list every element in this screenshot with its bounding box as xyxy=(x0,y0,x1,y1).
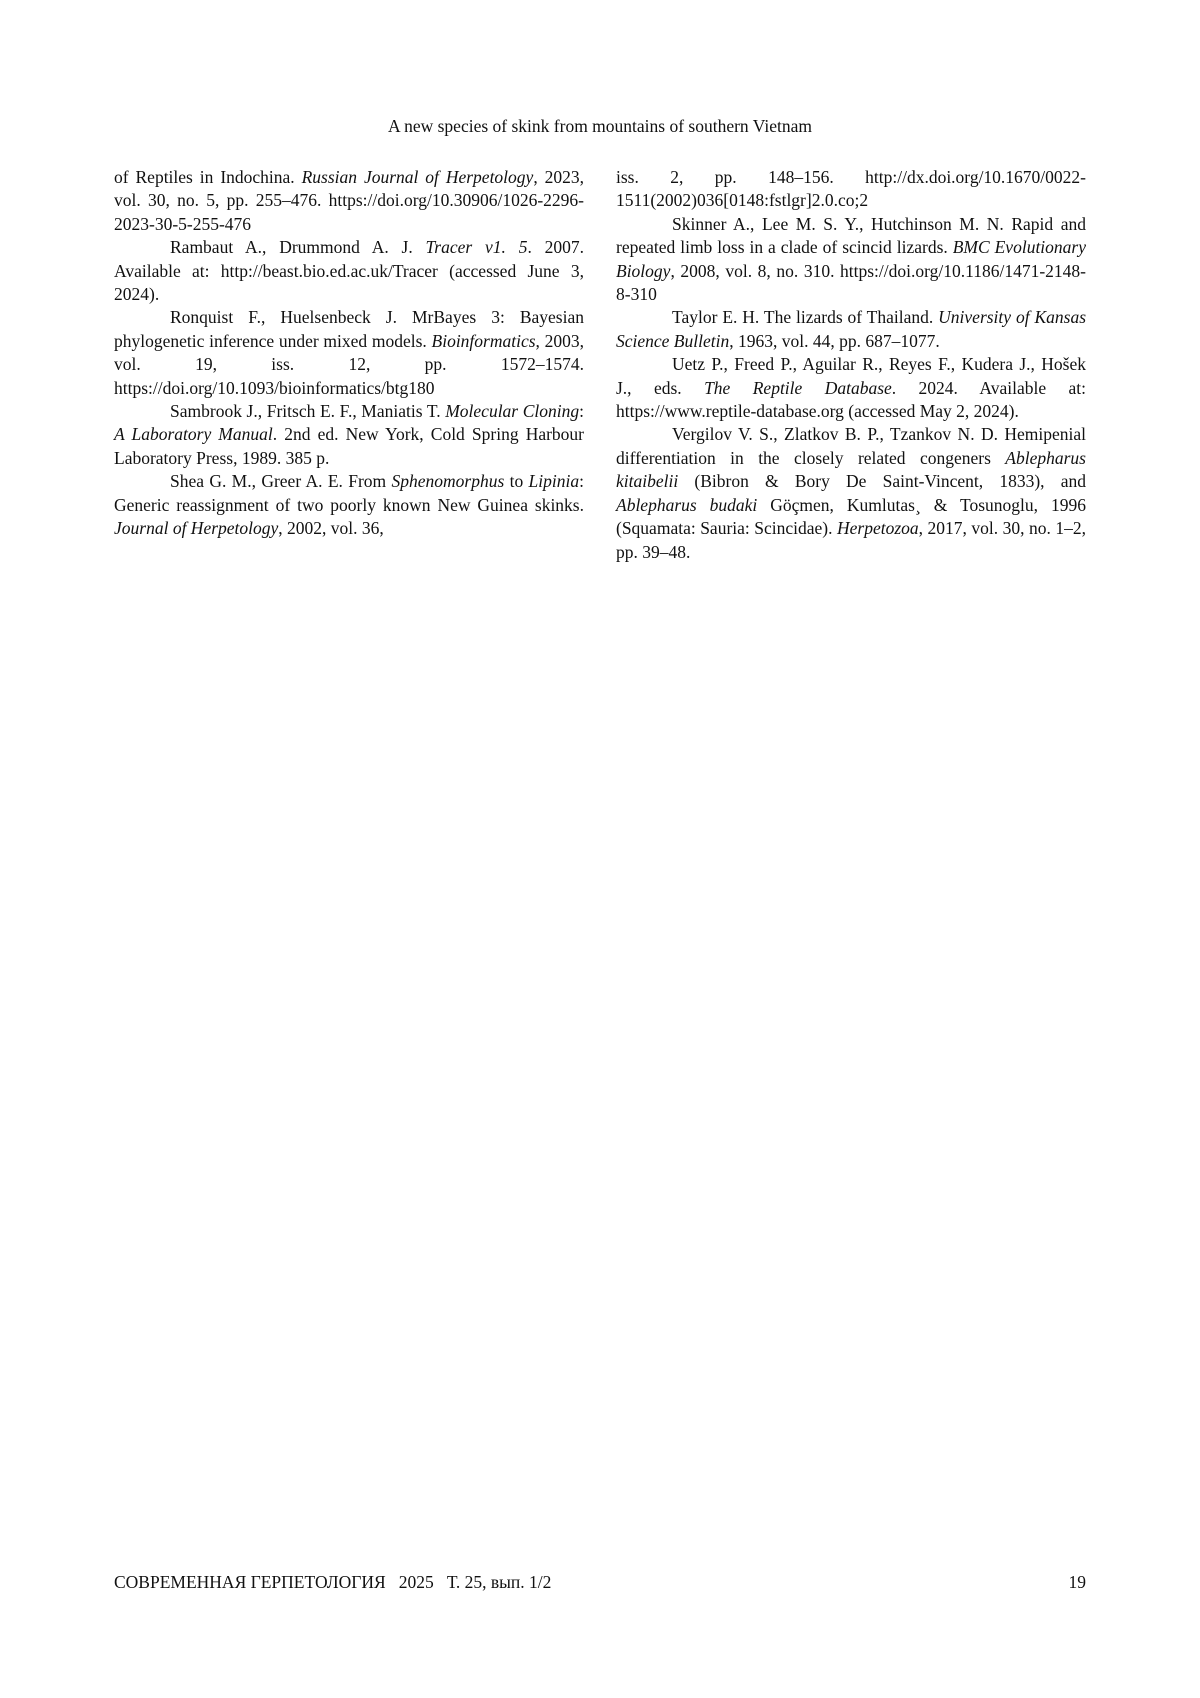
references-left-column xyxy=(114,166,584,541)
reference-text: , 2002, vol. 36, xyxy=(278,518,384,539)
reference-text: Sambrook J., Fritsch E. F., Maniatis T. xyxy=(170,401,446,422)
reference-text: Taylor E. H. The lizards of Thailand. xyxy=(672,307,939,328)
reference-entry xyxy=(616,306,1086,353)
reference-italic-text: Bioinformatics xyxy=(431,330,536,351)
reference-text: : Generic reassignment of two poorly known New Guinea skinks. xyxy=(114,471,584,515)
reference-entry xyxy=(114,470,584,540)
reference-italic-text: Sphenomorphus xyxy=(391,471,505,492)
reference-italic-text: The Reptile Database xyxy=(704,377,892,398)
reference-text: to xyxy=(504,471,529,492)
page-number: 19 xyxy=(1068,1572,1086,1592)
reference-italic-text: Russian Journal of Herpetology xyxy=(301,167,534,187)
reference-entry xyxy=(114,236,584,306)
reference-text: , 2023, vol. 30, no. 5, pp. 255–476. https://doi.org/10.30906/1026-2296-2023-30-5-255-476 xyxy=(114,167,585,234)
reference-text: of Reptiles in Indochina. xyxy=(114,167,302,187)
reference-text: (Bibron & Bory De Saint-Vincent, 1833), and xyxy=(678,471,1086,492)
reference-italic-text: Ablepharus kitaibelii xyxy=(616,447,1086,492)
reference-entry xyxy=(616,166,1086,213)
reference-italic-text: A Laboratory Manual xyxy=(114,424,273,445)
reference-text: Rambaut A., Drummond A. J. xyxy=(170,237,426,258)
reference-text: . 2nd ed. New York, Cold Spring Harbour Laboratory Press, 1989. 385 p. xyxy=(114,424,584,468)
reference-italic-text: University of Kansas Science Bulletin xyxy=(616,307,1086,351)
reference-entry xyxy=(114,400,584,470)
reference-text: Göçmen, Kumlutas¸ & Tosunoglu, 1996 (Squamata: Sauria: Scincidae). xyxy=(616,494,1086,539)
reference-text: iss. 2, pp. 148–156. http://dx.doi.org/10.1670/0022-1511(2002)036[0148:fstlgr]2.0.co;2 xyxy=(616,167,1086,211)
reference-text: , 2017, vol. 30, no. 1–2, pp. 39–48. xyxy=(616,518,1086,562)
reference-text: Uetz P., Freed P., Aguilar R., Reyes F., Kudera J., Hošek J., eds. xyxy=(616,354,1086,398)
reference-entry xyxy=(114,306,584,400)
reference-text: Skinner A., Lee M. S. Y., Hutchinson M. N. Rapid and repeated limb loss in a clade of scincid lizards. xyxy=(616,213,1086,258)
reference-entry xyxy=(114,166,584,236)
reference-entry xyxy=(616,353,1086,423)
reference-text: : xyxy=(579,401,584,422)
reference-text: , 1963, vol. 44, pp. 687–1077. xyxy=(729,330,940,351)
reference-text: , 2008, vol. 8, no. 310. https://doi.org/10.1186/1471-2148-8-310 xyxy=(616,260,1086,305)
running-title: A new species of skink from mountains of southern Vietnam xyxy=(388,116,812,136)
reference-italic-text: Tracer v1. 5 xyxy=(425,237,528,258)
reference-italic-text: Journal of Herpetology xyxy=(114,518,279,539)
reference-text: Vergilov V. S., Zlatkov B. P., Tzankov N. D. Hemipenial differentiation in the closely related congeners xyxy=(616,424,1086,468)
reference-entry xyxy=(616,423,1086,563)
reference-italic-text: Herpetozoa xyxy=(837,518,919,539)
reference-text: Shea G. M., Greer A. E. From xyxy=(170,471,392,492)
reference-text: , 2003, vol. 19, iss. 12, pp. 1572–1574. https://doi.org/10.1093/bioinformatics/btg180 xyxy=(114,330,584,398)
reference-italic-text: Molecular Cloning xyxy=(445,401,580,422)
reference-entry xyxy=(616,213,1086,307)
reference-text: . 2024. Available at: https://www.reptile-database.org (accessed May 2, 2024). xyxy=(616,377,1086,422)
reference-text: . 2007. Available at: http://beast.bio.ed.ac.uk/Tracer (accessed June 3, 2024). xyxy=(114,237,585,305)
reference-text: Ronquist F., Huelsenbeck J. MrBayes 3: Bayesian phylogenetic inference under mixed models. xyxy=(114,307,584,351)
references-right-column xyxy=(616,166,1086,564)
reference-italic-text: BMC Evolutionary Biology xyxy=(616,237,1086,281)
journal-issue-line: СОВРЕМЕННАЯ ГЕРПЕТОЛОГИЯ 2025 Т. 25, вып. 1/2 xyxy=(114,1572,552,1592)
reference-italic-text: Ablepharus budaki xyxy=(616,494,758,515)
reference-italic-text: Lipinia xyxy=(528,471,580,492)
